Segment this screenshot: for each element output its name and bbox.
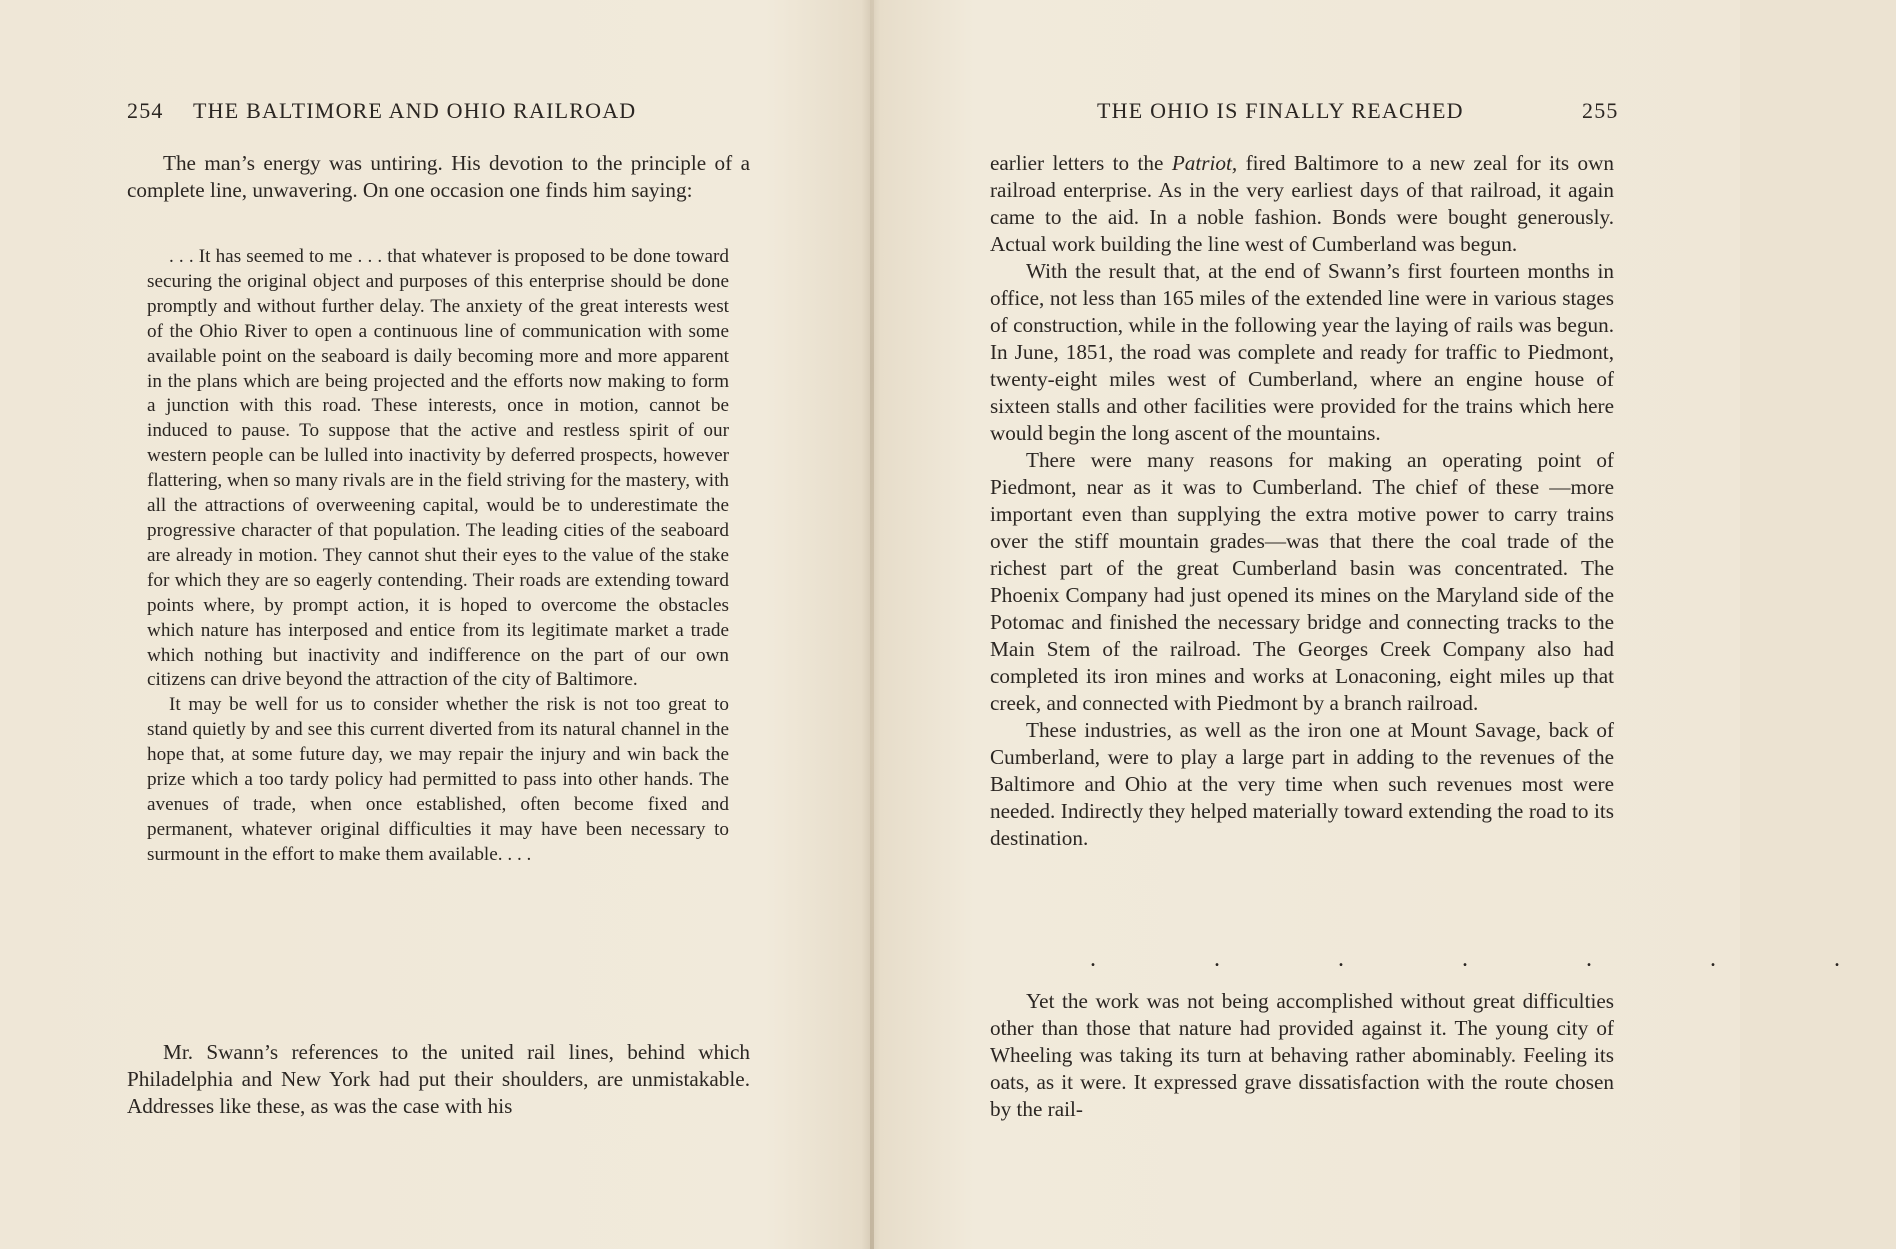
paragraph-industries: These industries, as well as the iron one at Mount Savage, back of Cumberland, were to play a large part in adding to the revenues of the Baltimore and Ohio at the very time when such revenues most were needed. Indirectly they helped materially toward extending the road to its destination. xyxy=(990,718,1614,850)
section-break-dots: . . . . . . . xyxy=(1090,946,1896,972)
quote-paragraph-1: . . . It has seemed to me . . . that whatever is proposed to be done toward securing the original object and purposes of this enterprise should be done promptly and without further delay. The anxiety of the great interests west of the Ohio River to open a continuous line of communication with some available point on the seaboard is daily becoming more and more apparent in the plans which are being projected and the efforts now making to form a junction with this road. These interests, once in motion, cannot be induced to pause. To suppose that the active and restless spirit of our western people can be lulled into inactivity by deferred prospects, however flattering, when so many rivals are in the field striving for the mastery, with all the attractions of overweening capital, would be to underestimate the progressive character of that population. The leading cities of the seaboard are already in motion. They cannot shut their eyes to the value of the stake for which they are so eagerly contending. Their roads are extending toward points where, by prompt action, it is hoped to overcome the obstacles which nature has interposed and entice from its legitimate market a trade which nothing but inactivity and indifference on the part of our own citizens can drive beyond the attraction of the city of Baltimore. xyxy=(147,246,729,691)
quote-paragraph-2: It may be well for us to consider whether the risk is not too great to stand quietly by and see this current diverted from its natural channel in the hope that, at some future day, we may repair the injury and win back the prize which a too tardy policy had permitted to pass into other hands. The avenues of trade, when once established, often become fixed and permanent, whatever original difficulties it may have been necessary to surmount in the effort to make them available. . . . xyxy=(147,694,729,865)
left-intro-text xyxy=(127,150,750,204)
right-page xyxy=(874,0,1896,1249)
left-closing-text xyxy=(127,1039,750,1120)
continued-paragraph xyxy=(990,150,1614,258)
left-running-title: THE BALTIMORE AND OHIO RAILROAD xyxy=(193,98,637,123)
block-quotation xyxy=(147,245,729,868)
left-page-number: 254 xyxy=(127,98,164,123)
newspaper-title: Patriot, xyxy=(1171,151,1238,175)
right-page-number: 255 xyxy=(1582,98,1619,123)
continued-text-end: fired Baltimore to a new zeal for its own railroad enterprise. As in the very earliest days of that railroad, it again came to the aid. In a noble fashion. Bonds were bought generously. Actual work building the line west of Cumberland was begun. xyxy=(990,151,1615,256)
closing-paragraph: Mr. Swann’s references to the united rail lines, behind which Philadelphia and New York had put their shoulders, are unmistakable. Addresses like these, as was the case with his xyxy=(127,1040,750,1118)
right-main-text xyxy=(990,150,1614,852)
paragraph-piedmont: There were many reasons for making an operating point of Piedmont, near as it was to Cumberland. The chief of these —more important even than supplying the extra motive power to carry trains over the stiff mountain grades—was that there the coal trade of the richest part of the great Cumberland basin was concentrated. The Phoenix Company had just opened its mines on the Maryland side of the Potomac and finished the necessary bridge and connecting tracks to the Main Stem of the railroad. The Georges Creek Company also had completed its iron mines and works at Lonaconing, eight miles up that creek, and connected with Piedmont by a branch railroad. xyxy=(990,448,1614,715)
paragraph-wheeling: Yet the work was not being accomplished without great difficulties other than those that nature had provided against it. The young city of Wheeling was taking its turn at behaving rather abominably. Feeling its oats, as it were. It expressed grave dissatisfaction with the route chosen by the rail- xyxy=(990,989,1614,1121)
continued-text-start: earlier letters to the xyxy=(990,151,1172,175)
paragraph-construction: With the result that, at the end of Swann’s first fourteen months in office, not less than 165 miles of the extended line were in various stages of construction, while in the following year the laying of rails was begun. In June, 1851, the road was complete and ready for traffic to Piedmont, twenty-eight miles west of Cumberland, where an engine house of sixteen stalls and other facilities were provided for the trains which here would begin the long ascent of the mountains. xyxy=(990,259,1614,445)
left-page xyxy=(0,0,870,1249)
intro-paragraph: The man’s energy was untiring. His devotion to the principle of a complete line, unwavering. On one occasion one finds him saying: xyxy=(127,151,750,202)
right-running-title: THE OHIO IS FINALLY REACHED xyxy=(1097,98,1464,123)
right-final-text xyxy=(990,988,1614,1123)
